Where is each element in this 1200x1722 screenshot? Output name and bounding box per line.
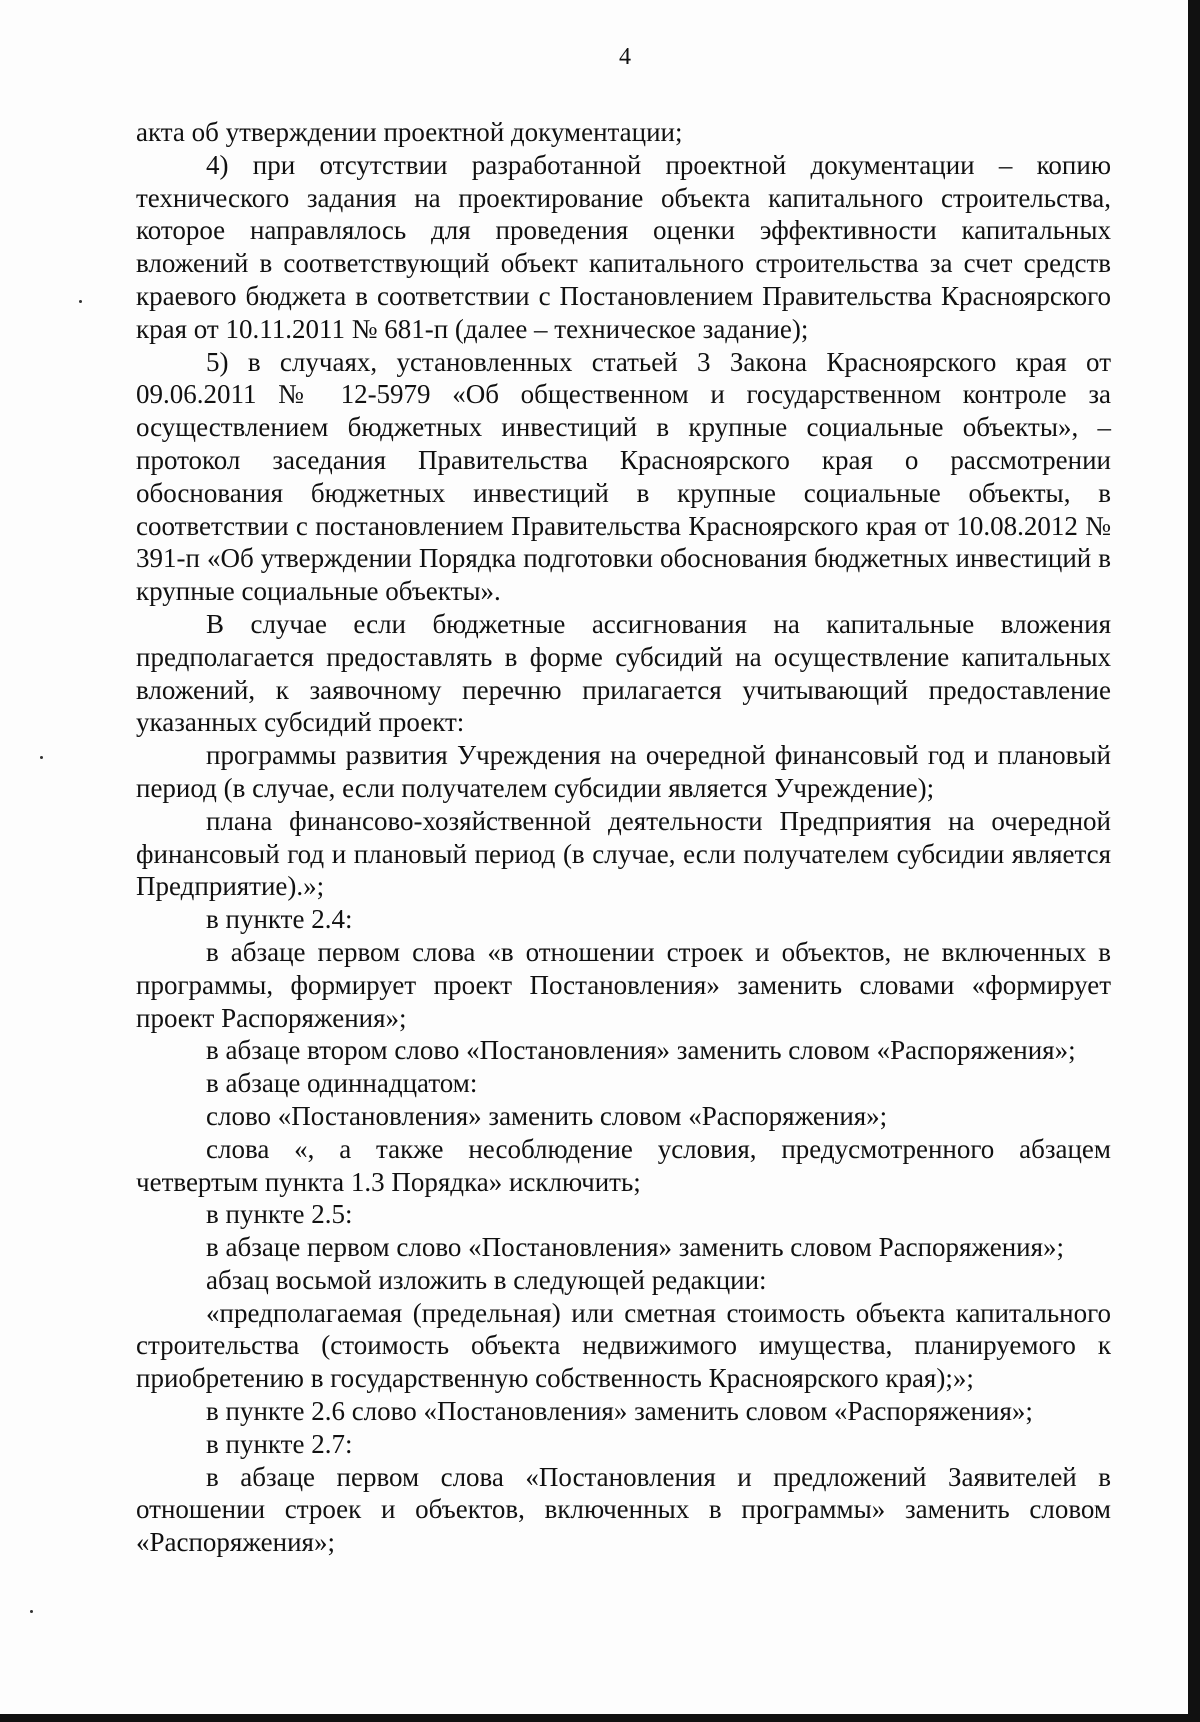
paragraph: в пункте 2.4:: [206, 904, 353, 935]
document-body: [136, 116, 1111, 1559]
paragraph: «предполагаемая (предельная) или сметная стоимость объекта капитального строительства (стоимость объекта недвижимого имущества, планируемого к приобретению в государственную собственность Красноярского края);»;: [136, 1297, 1111, 1394]
page-number: 4: [619, 44, 631, 70]
paragraph: В случае если бюджетные ассигнования на капитальные вложения предполагается предоставлять в форме субсидий на осуществление капитальных вложений, к заявочному перечню прилагается учитывающий предоставление указанных субсидий проект:: [136, 608, 1111, 738]
scan-edge-right: [1188, 0, 1200, 1722]
paragraph: слово «Постановления» заменить словом «Распоряжения»;: [206, 1100, 888, 1131]
paragraph: в пункте 2.5:: [206, 1199, 353, 1230]
paragraph: в абзаце первом слова «в отношении строек и объектов, не включенных в программы, формирует проект Постановления» заменить словами «формирует проект Распоряжения»;: [136, 936, 1111, 1033]
paragraph: в абзаце первом слова «Постановления и предложений Заявителей в отношении строек и объектов, включенных в программы» заменить словом «Распоряжения»;: [136, 1461, 1111, 1558]
paragraph: плана финансово-хозяйственной деятельности Предприятия на очередной финансовый год и плановый период (в случае, если получателем субсидии является Предприятие).»;: [136, 805, 1111, 902]
paragraph: слова «, а также несоблюдение условия, предусмотренного абзацем четвертым пункта 1.3 Порядка» исключить;: [136, 1133, 1111, 1197]
scan-speck: [30, 1610, 33, 1613]
paragraph: в абзаце первом слово «Постановления» заменить словом Распоряжения»;: [206, 1232, 1065, 1263]
paragraph: программы развития Учреждения на очередной финансовый год и плановый период (в случае, если получателем субсидии является Учреждение);: [136, 740, 1111, 803]
paragraph: в абзаце одиннадцатом:: [206, 1068, 478, 1099]
paragraph: 4) при отсутствии разработанной проектной документации – копию технического задания на проектирование объекта капитального строительства, которое направлялось для проведения оценки эффективности капитальных вложений в соответствующий объект капитального строительства за счет средств краевого бюджета в соответствии с Постановлением Правительства Красноярского края от 10.11.2011 № 681-п (далее – техническое задание);: [136, 149, 1111, 344]
scan-speck: [79, 300, 82, 303]
scan-speck: [40, 756, 43, 759]
paragraph: в абзаце втором слово «Постановления» заменить словом «Распоряжения»;: [206, 1035, 1076, 1066]
paragraph: в пункте 2.6 слово «Постановления» заменить словом «Распоряжения»;: [206, 1396, 1033, 1427]
paragraph: акта об утверждении проектной документации;: [136, 117, 683, 147]
paragraph: 5) в случаях, установленных статьей 3 Закона Красноярского края от 09.06.2011 № 12-5979 «Об общественном и государственном контроле за осуществлением бюджетных инвестиций в крупные социальные объекты», – протокол заседания Правительства Красноярского края о рассмотрении обоснования бюджетных инвестиций в крупные социальные объекты, в соответствии с постановлением Правительства Красноярского края от 10.08.2012 № 391-п «Об утверждении Порядка подготовки обоснования бюджетных инвестиций в крупные социальные объекты».: [136, 346, 1111, 607]
paragraph: абзац восьмой изложить в следующей редакции:: [206, 1264, 767, 1295]
scan-edge-bottom: [0, 1714, 1200, 1722]
paragraph: в пункте 2.7:: [206, 1428, 353, 1459]
